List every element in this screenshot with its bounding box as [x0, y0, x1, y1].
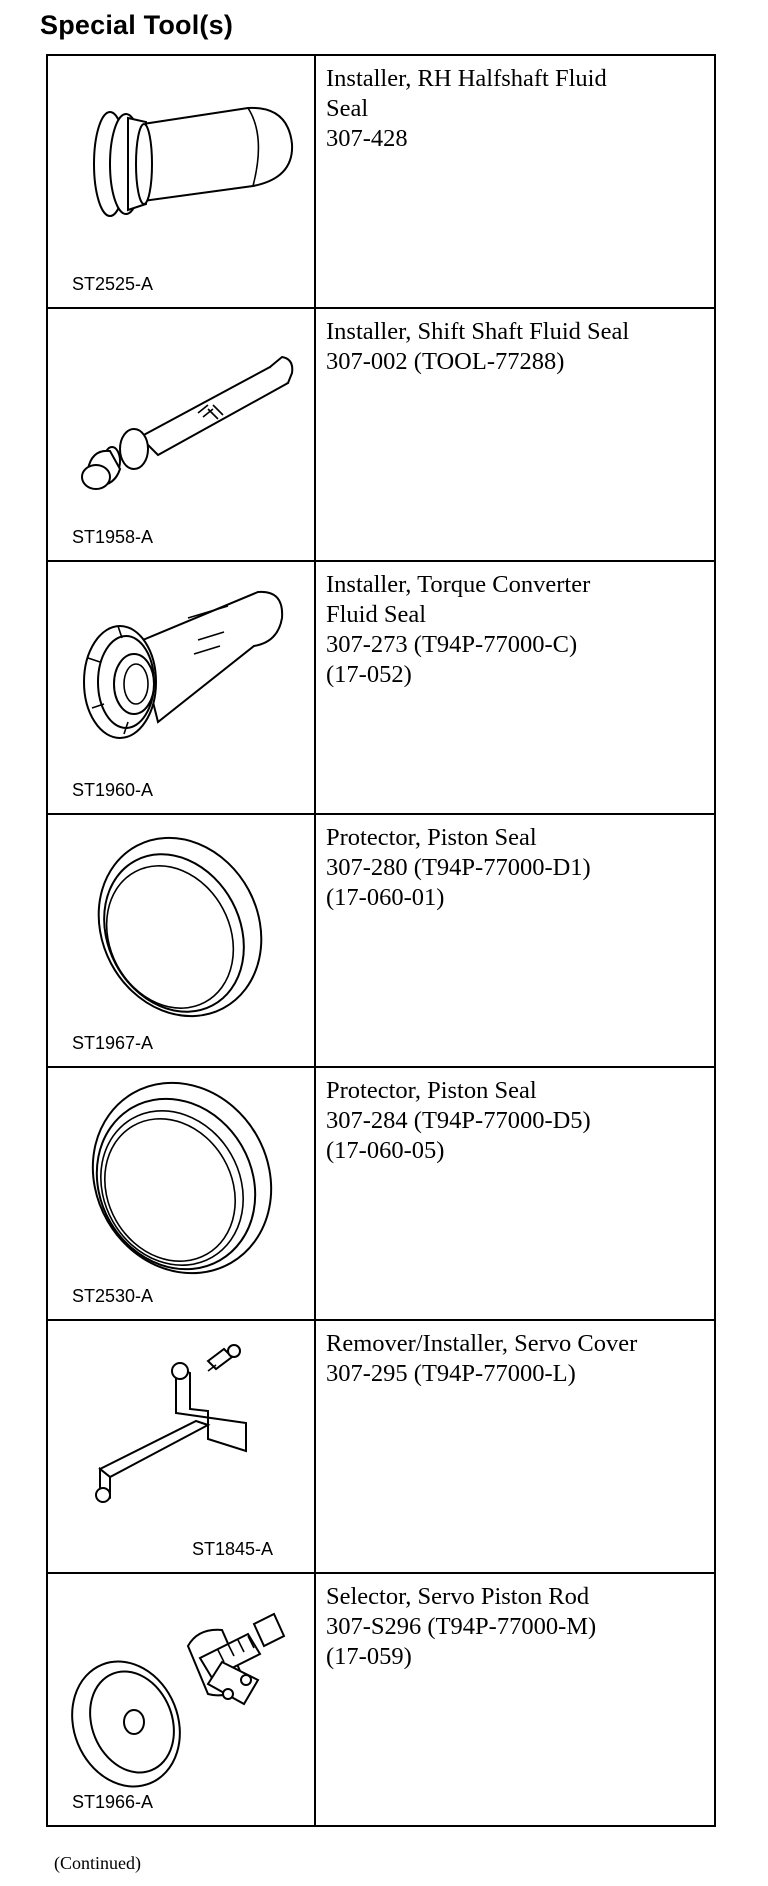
tool-name-line: Selector, Servo Piston Rod [326, 1583, 590, 1610]
tool-description [315, 1320, 715, 1573]
tool-name-line: Seal [326, 95, 369, 122]
tool-code: ST1966-A [72, 1792, 154, 1812]
tool-code: ST2530-A [72, 1286, 154, 1306]
tool-description [315, 308, 715, 561]
continued-note: (Continued) [54, 1853, 141, 1873]
tool-number-line: 307-273 (T94P-77000-C) [326, 631, 578, 658]
tool-number-line: (17-052) [326, 661, 412, 688]
tool-number-line: 307-S296 (T94P-77000-M) [326, 1613, 597, 1640]
tool-illustration-cell [47, 814, 315, 1067]
table-row [47, 55, 715, 308]
table-row [47, 1573, 715, 1826]
tool-illustration-cell [47, 1573, 315, 1826]
tool-number-line: 307-428 [326, 125, 408, 152]
tool-illustration-cell [47, 1067, 315, 1320]
tool-illustration-cell [47, 308, 315, 561]
tool-code: ST2525-A [72, 274, 154, 294]
tool-number-line: (17-059) [326, 1643, 412, 1670]
tool-name-line: Fluid Seal [326, 601, 427, 628]
shift-shaft-seal-installer-icon [48, 309, 314, 560]
tool-number-line: (17-060-01) [326, 884, 445, 911]
tool-name-line: Installer, RH Halfshaft Fluid [326, 65, 607, 92]
tool-name-line: Installer, Shift Shaft Fluid Seal [326, 318, 630, 345]
tool-description [315, 1067, 715, 1320]
tool-illustration-cell [47, 55, 315, 308]
tool-number-line: 307-280 (T94P-77000-D1) [326, 854, 591, 881]
servo-cover-tool-icon [48, 1321, 314, 1572]
table-row [47, 1067, 715, 1320]
table-row [47, 561, 715, 814]
tool-description [315, 1573, 715, 1826]
tool-illustration-cell [47, 561, 315, 814]
tool-number-line: (17-060-05) [326, 1137, 445, 1164]
page-title: Special Tool(s) [40, 10, 234, 40]
halfshaft-seal-installer-icon [48, 56, 314, 307]
table-row [47, 308, 715, 561]
table-row [47, 1320, 715, 1573]
tool-description [315, 561, 715, 814]
tool-code: ST1958-A [72, 527, 154, 547]
piston-seal-protector-icon [48, 815, 314, 1066]
servo-piston-rod-selector-icon [48, 1574, 314, 1825]
table-row [47, 814, 715, 1067]
tool-description [315, 814, 715, 1067]
tool-name-line: Installer, Torque Converter [326, 571, 591, 598]
tool-number-line: 307-284 (T94P-77000-D5) [326, 1107, 591, 1134]
tool-number-line: 307-295 (T94P-77000-L) [326, 1360, 576, 1387]
tool-code: ST1845-A [192, 1539, 274, 1559]
tool-number-line: 307-002 (TOOL-77288) [326, 348, 565, 375]
tool-name-line: Protector, Piston Seal [326, 824, 537, 851]
torque-converter-seal-installer-icon [48, 562, 314, 813]
tool-code: ST1967-A [72, 1033, 154, 1053]
tool-name-line: Remover/Installer, Servo Cover [326, 1330, 638, 1357]
tool-name-line: Protector, Piston Seal [326, 1077, 537, 1104]
piston-seal-protector-large-icon [48, 1068, 314, 1319]
tool-code: ST1960-A [72, 780, 154, 800]
special-tools-table [46, 54, 716, 1827]
tool-illustration-cell [47, 1320, 315, 1573]
tool-description [315, 55, 715, 308]
